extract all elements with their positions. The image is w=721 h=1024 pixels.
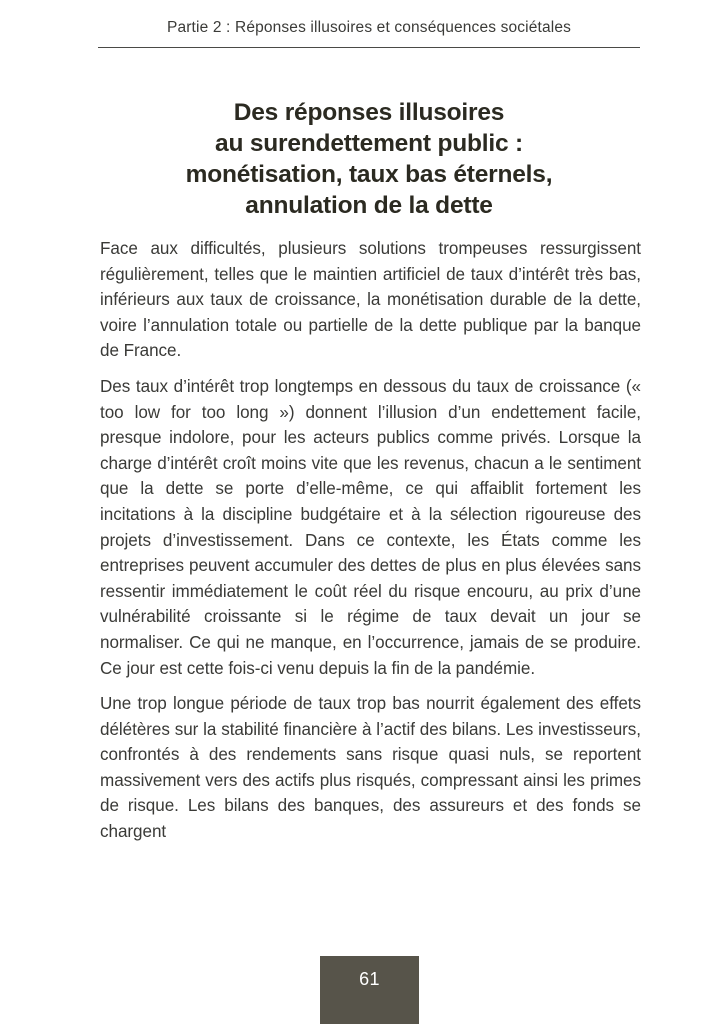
running-header-text: Partie 2 : Réponses illusoires et conséquences sociétales: [166, 19, 572, 36]
body-text-block: [100, 236, 641, 845]
body-paragraph-1: Face aux difficultés, plusieurs solutions trompeuses ressurgissent régulièrement, telles que le maintien artificiel de taux d’intérêt très bas, inférieurs aux taux de croissance, la monétisation durable de la dette, voire l’annulation totale ou partielle de la dette publique par la banque de France.: [100, 239, 641, 361]
header-divider-rule: [98, 47, 640, 48]
page-title-line-4: annulation de la dette: [245, 192, 493, 220]
page-title-line-2: au surendettement public :: [215, 130, 523, 158]
body-paragraph-3: Une trop longue période de taux trop bas nourrit également des effets délétères sur la stabilité financière à l’actif des bilans. Les investisseurs, confrontés à des rendements sans risque quasi nuls, se reportent massivement vers des actifs plus risqués, compressant ainsi les primes de risque. Les bilans des banques, des assureurs et des fonds se chargent: [100, 694, 641, 842]
page-number: 61: [359, 968, 380, 989]
body-paragraph-2: Des taux d’intérêt trop longtemps en dessous du taux de croissance (« too low for too long ») donnent l’illusion d’un endettement facile, presque indolore, pour les acteurs publics comme privés. Lorsque la charge d’intérêt croît moins vite que les revenus, chacun a le sentiment que la dette se porte d’elle-même, ce qui affaiblit fortement les incitations à la discipline budgétaire et à la sélection rigoureuse des projets d’investissement. Dans ce contexte, les États comme les entreprises peuvent accumuler des dettes de plus en plus élevées sans ressentir immédiatement le coût réel du risque encouru, au prix d’une vulnérabilité croissante si le régime de taux devait un jour se normaliser. Ce qui ne manque, en l’occurrence, jamais de se produire. Ce jour est cette fois-ci venu depuis la fin de la pandémie.: [100, 376, 641, 678]
page-title-line-3: monétisation, taux bas éternels,: [185, 161, 553, 189]
running-header: [98, 18, 640, 38]
page-title-line-1: Des réponses illusoires: [233, 99, 505, 127]
page-number-box: [320, 956, 419, 1024]
page-title: [98, 97, 640, 221]
